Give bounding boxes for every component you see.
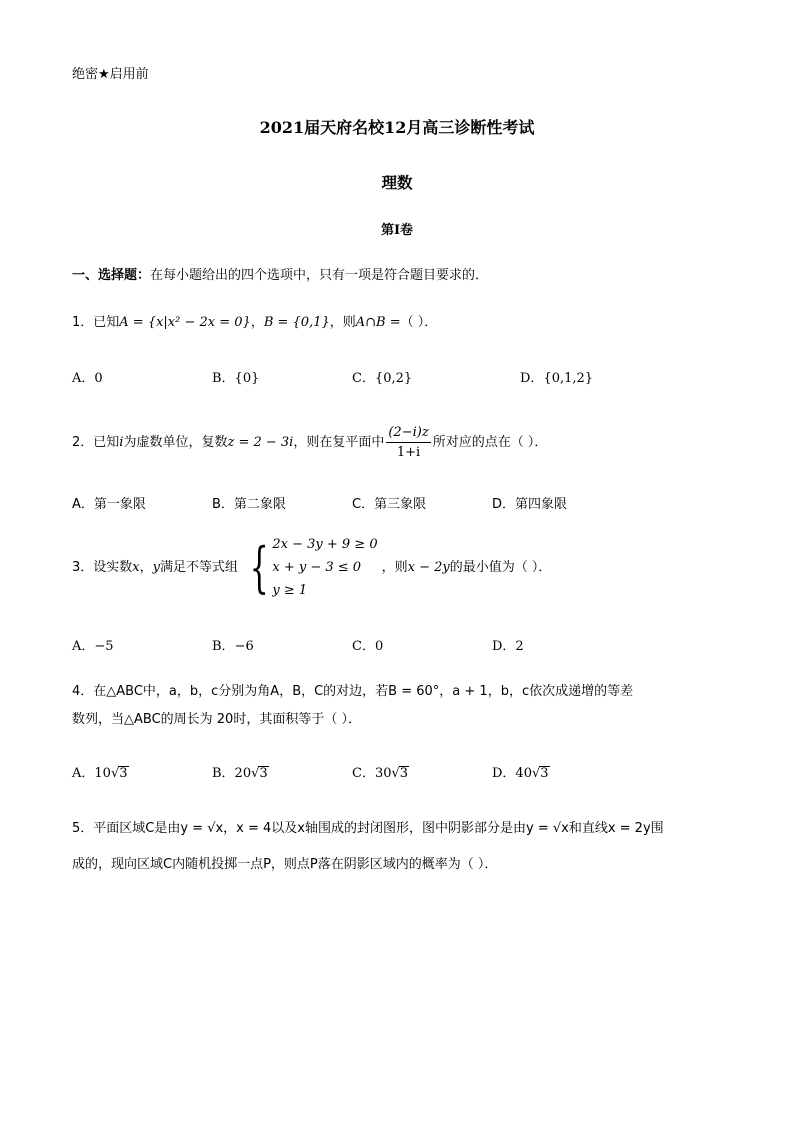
q2-imag-unit: i	[119, 435, 124, 450]
q3-var-x: x	[132, 560, 140, 575]
q1-option-a: A．0	[72, 371, 103, 386]
q4-option-c-sqrt: √	[391, 766, 400, 782]
q2-option-d: D．第四象限	[492, 497, 568, 512]
q1-comma: ，	[250, 315, 264, 330]
q2-mid2: ，则在复平面中	[293, 435, 385, 450]
q4-line-1: 4．在△ABC中，a，b，c分别为角A，B，C的对边，若B = 60°，a + 1，b，c依次成递增的等差	[72, 684, 634, 699]
q4-option-c-label: C．30	[352, 766, 392, 782]
q4-option-a-label: A．10	[72, 766, 111, 782]
q3-option-c: C．0	[352, 639, 384, 654]
q4-option-d	[492, 766, 550, 781]
q4-option-d-radicand: 3	[540, 766, 549, 781]
q1-prefix: 1．已知	[72, 315, 120, 330]
q3-mid: 满足不等式组	[160, 560, 239, 575]
confidential-label: 绝密★启用前	[72, 67, 149, 82]
q4-option-a	[72, 766, 129, 781]
q4-option-d-label: D．40	[492, 766, 532, 782]
q1-option-b: B．{0}	[212, 371, 260, 386]
q3-mid2: ，则	[381, 560, 408, 575]
exam-volume: 第Ⅰ卷	[380, 223, 414, 238]
section-instruction: 在每小题给出的四个选项中，只有一项是符合题目要求的．	[150, 268, 489, 283]
q1-ask-post: （ ）．	[400, 315, 438, 330]
q2-option-a: A．第一象限	[72, 497, 146, 512]
q3-option-a: A．−5	[72, 639, 114, 654]
q3-option-b: B．−6	[212, 639, 254, 654]
q4-option-d-sqrt: √	[531, 766, 541, 782]
q1-option-d: D．{0,1,2}	[520, 371, 594, 386]
q2-numerator: (2−i)z	[386, 426, 430, 443]
q3-option-d: D．2	[492, 639, 524, 654]
q2-post: 所对应的点在（ ）．	[432, 435, 548, 450]
q5-line-1: 5．平面区域C是由y = √x，x = 4以及x轴围成的封闭图形，图中阴影部分是由y = √x和直线x = 2y围	[72, 821, 664, 836]
q4-option-b-sqrt: √	[251, 766, 260, 782]
q3-post: 的最小值为（ ）．	[449, 560, 552, 575]
section-title: 一、选择题：	[72, 268, 151, 283]
question-1	[72, 316, 437, 329]
q2-option-b: B．第二象限	[212, 497, 286, 512]
question-2	[72, 426, 547, 459]
q4-option-c-radicand: 3	[399, 766, 409, 781]
q3-prefix: 3．设实数	[72, 560, 133, 575]
q2-mid: 为虚数单位，复数	[123, 435, 228, 450]
q1-set-a: A = {x|x² − 2x = 0}	[119, 315, 251, 330]
question-3	[72, 535, 552, 599]
q5-line-2: 成的，现向区域C内随机投掷一点P，则点P落在阴影区域内的概率为（ ）．	[72, 857, 498, 872]
q3-expr: x − 2y	[407, 560, 450, 575]
q1-ask-expr: A∩B =	[355, 315, 401, 330]
q4-option-a-radicand: 3	[119, 766, 128, 781]
exam-subject: 理数	[381, 173, 413, 192]
exam-title: 2021届天府名校12月高三诊断性考试	[259, 118, 535, 137]
q3-ineq-1: 2x − 3y + 9 ≥ 0	[272, 537, 378, 552]
q3-sep: ，	[139, 560, 153, 575]
q2-z-expr: z = 2 − 3i	[227, 435, 294, 450]
q3-ineq-3: y ≥ 1	[272, 583, 308, 598]
q3-var-y: y	[152, 560, 160, 575]
q2-fraction	[386, 426, 430, 459]
q3-brace: {	[249, 535, 269, 599]
q2-denominator: 1+i	[396, 445, 421, 460]
q3-ineq-2: x + y − 3 ≤ 0	[272, 560, 362, 575]
q4-line-2: 数列，当△ABC的周长为 20时，其面积等于（ ）．	[72, 712, 361, 727]
q1-option-c: C．{0,2}	[352, 371, 413, 386]
q3-system-lines	[272, 538, 377, 597]
q1-set-b: B = {0,1}	[263, 315, 330, 330]
q4-option-a-sqrt: √	[110, 766, 120, 782]
q3-inequality-system	[242, 535, 378, 599]
q1-ask-pre: ，则	[329, 315, 356, 330]
q4-option-c	[352, 766, 409, 781]
q2-prefix: 2．已知	[72, 435, 120, 450]
q4-option-b	[212, 766, 269, 781]
section-heading	[72, 269, 488, 282]
q2-option-c: C．第三象限	[352, 497, 427, 512]
q4-option-b-radicand: 3	[259, 766, 268, 781]
q4-option-b-label: B．20	[212, 766, 252, 782]
